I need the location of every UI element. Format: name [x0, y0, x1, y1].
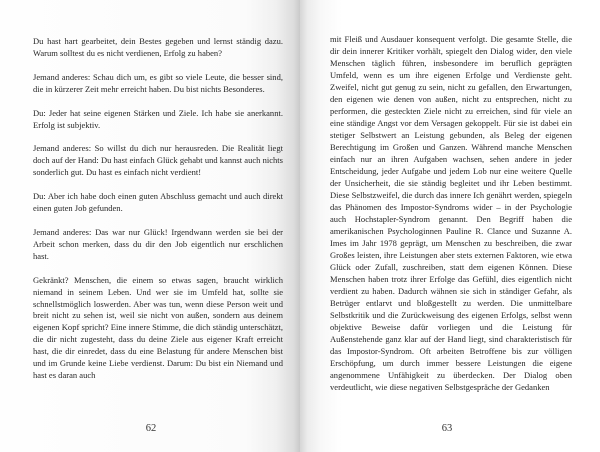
page-number-right: 63 [441, 423, 453, 434]
paragraph: Du: Aber ich habe doch einen guten Abschluss gemacht und auch direkt einen guten Job gefunden. [33, 191, 283, 214]
right-page [300, 0, 600, 452]
paragraph: Gekränkt? Menschen, die einem so etwas sagen, braucht wirklich niemand in seinem Leben. Und wer sie im Umfeld hat, sollte sie schnellstmöglich loswerden. Aber was tun, wenn diese Person weit und breit nicht zu sehen ist, weil sie nicht von außen, sondern aus deinem eigenen Kopf spricht? Eine innere Stimme, die dich ständig unterschätzt, die dir nicht zugesteht, dass du deine Ziele aus eigener Kraft erreicht hast, die dir einredet, dass du eine Belastung für andere Menschen bist und im Grunde keine Liebe verdienst. Darum: Du bist ein Niemand und hast es daran auch [33, 274, 283, 380]
right-page-text-column [330, 33, 572, 393]
left-page-text-column [33, 36, 283, 394]
paragraph: Jemand anderes: So willst du dich nur herausreden. Die Realität liegt doch auf der Hand: Du hast einfach Glück gehabt und kannst auch nichts sonderlich gut. Du hast es einfach nicht verdient! [33, 143, 283, 178]
paragraph: Jemand anderes: Schau dich um, es gibt so viele Leute, die besser sind, die in kürzerer Zeit mehr erreicht haben. Du bist nichts Besonderes. [33, 71, 283, 94]
paragraph: Jemand anderes: Das war nur Glück! Irgendwann werden sie bei der Arbeit schon merken, dass du dir den Job eigentlich nur erschlichen hast. [33, 226, 283, 261]
paragraph: Du: Jeder hat seine eigenen Stärken und Ziele. Ich habe sie anerkannt. Erfolg ist subjektiv. [33, 107, 283, 130]
page-number-left: 62 [145, 423, 157, 434]
paragraph: Du hast hart gearbeitet, dein Bestes gegeben und lernst ständig dazu. Warum solltest du es nicht verdienen, Erfolg zu haben? [33, 36, 283, 58]
paragraph: mit Fleiß und Ausdauer konsequent verfolgt. Die gesamte Stelle, die dir dein innerer Kritiker vorhält, spiegelt den Dialog wider, den viele Menschen täglich führen, insbesondere im beruflich geprägten Umfeld, wenn es um ihre eigenen Erfolge und Verdienste geht. Zweifel, nicht gut genug zu sein, nicht zu gefallen, den Erwartungen, den eigenen wie denen von außen, nicht zu entsprechen, nicht zu performen, die gesteckten Ziele nicht zu erreichen, sind für viele an eine ständige Angst vor dem Versagen gekoppelt. Für sie ist dabei ein stetiger Selbstwert an Leistung gebunden, als Beleg der eigenen Berechtigung im Großen und Ganzen. Während manche Menschen einfach nur an ihren Aufgaben wachsen, sehen andere in jeder Entscheidung, jeder Aufgabe und jedem Lob nur eine weitere Quelle der Unsicherheit, die sie ständig begleitet und ihr Leben bestimmt. Diese Selbstzweifel, die durch das innere Ich genährt werden, spiegeln das Phänomen des Impostor-Syndroms wider – in der Psychologie auch Hochstapler-Syndrom genannt. Den Begriff haben die amerikanischen Psychologinnen Pauline R. Clance und Suzanne A. Imes im Jahr 1978 geprägt, um Menschen zu beschreiben, die zwar Großes leisten, ihre Leistungen aber stets externen Faktoren, wie etwa Glück oder Zufall, zuschreiben, statt dem eigenen Können. Diese Menschen haben trotz ihrer Erfolge das Gefühl, dies eigentlich nicht verdient zu haben. Dadurch wähnen sie sich in ständiger Gefahr, als Betrüger entlarvt und bloßgestellt zu werden. Die unmittelbare Selbstkritik und die Zurückweisung des eigenen Erfolgs, selbst wenn objektive Beweise dafür vorliegen und die Leistung für Außenstehende ganz klar auf der Hand liegt, sind charakteristisch für das Impostor-Syndrom. Oft arbeiten Betroffene bis zur völligen Erschöpfung, um durch immer bessere Leistungen die eigene angenommene Unfähigkeit zu überdecken. Der Dialog oben verdeutlicht, wie diese negativen Selbstgespräche der Gedanken [330, 34, 572, 392]
